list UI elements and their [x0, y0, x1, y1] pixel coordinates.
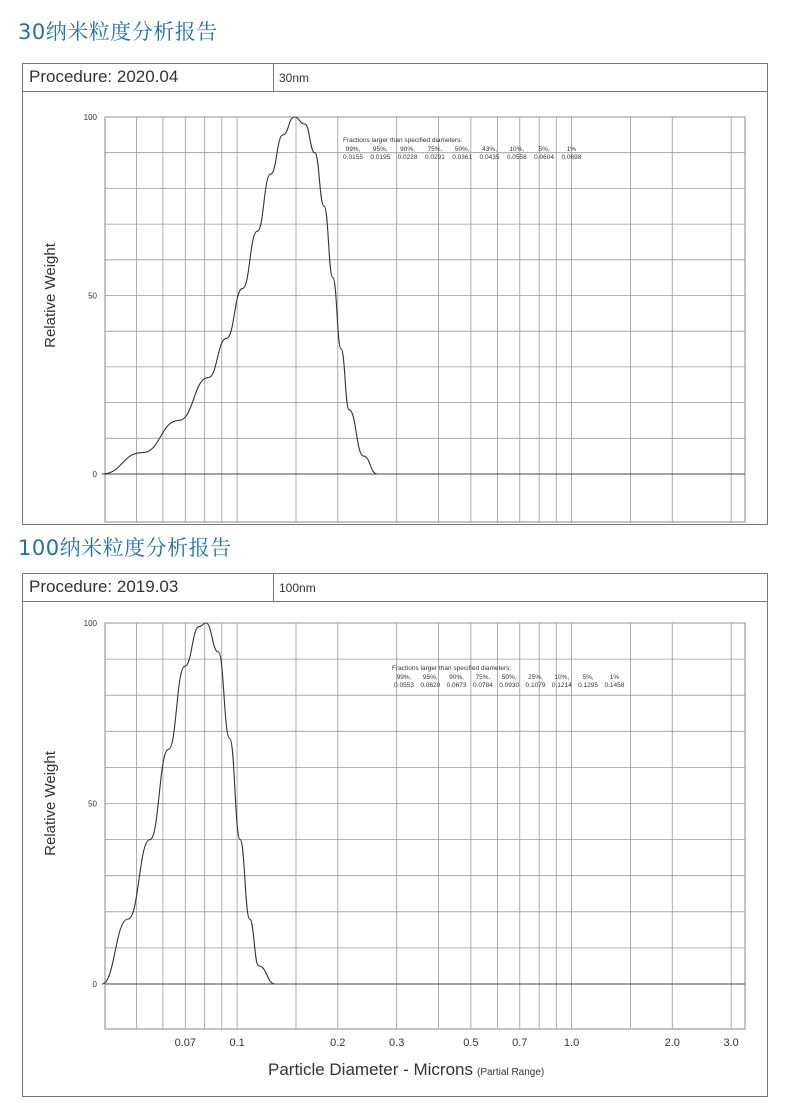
- y-tick-label: 100: [83, 619, 97, 628]
- x-tick-label: 0.07: [174, 1037, 197, 1049]
- fraction-value: 0.0291: [424, 154, 445, 161]
- x-axis-title: [268, 1060, 544, 1080]
- fraction-percent: 25%,: [528, 674, 543, 681]
- x-axis-title-text: Particle Diameter - Microns: [268, 1060, 473, 1079]
- fraction-percent: 10%,: [554, 674, 570, 681]
- fraction-percent: 1%: [566, 146, 577, 153]
- fraction-value: 0.1295: [578, 682, 599, 689]
- sample-label: 30nm: [279, 71, 310, 85]
- x-tick-label: 0.1: [229, 1037, 245, 1049]
- report-heading-1: 30纳米粒度分析报告: [18, 20, 218, 44]
- fraction-percent: 5%,: [582, 674, 594, 681]
- x-tick-label: 0.2: [330, 1037, 346, 1049]
- y-tick-label: 0: [92, 980, 97, 989]
- x-axis-subtitle: (Partial Range): [477, 1067, 545, 1078]
- procedure-label: Procedure: 2020.04: [29, 67, 179, 86]
- fraction-value: 0.0195: [370, 154, 391, 161]
- fraction-percent: 75%,: [475, 674, 491, 681]
- procedure-label: Procedure: 2019.03: [29, 577, 179, 596]
- fraction-value: 0.0620: [420, 682, 441, 689]
- chart-panel-2: [22, 573, 768, 1097]
- x-tick-label: 0.3: [389, 1037, 405, 1049]
- y-tick-label: 100: [83, 113, 97, 122]
- fraction-percent: 90%,: [400, 146, 416, 153]
- fraction-value: 0.0361: [452, 154, 473, 161]
- x-tick-label: 3.0: [723, 1037, 739, 1049]
- fraction-value: 0.0784: [472, 682, 493, 689]
- fraction-value: 0.1214: [551, 682, 572, 689]
- y-tick-label: 0: [92, 470, 97, 479]
- fraction-value: 0.1079: [525, 682, 546, 689]
- fraction-percent: 50%,: [501, 674, 517, 681]
- fraction-value: 0.0553: [394, 682, 414, 689]
- sample-label: 100nm: [279, 581, 316, 595]
- fraction-value: 0.0930: [499, 682, 520, 689]
- chart-panel-1: [22, 63, 768, 525]
- fraction-percent: 50%,: [454, 146, 470, 153]
- fraction-percent: 99%,: [345, 146, 361, 153]
- fraction-percent: 75%,: [427, 146, 443, 153]
- fraction-percent: 95%,: [422, 674, 438, 681]
- fraction-value: 0.0673: [446, 682, 467, 689]
- particle-size-chart-30nm: [23, 64, 767, 524]
- x-tick-label: 1.0: [563, 1037, 580, 1049]
- fraction-value: 0.0558: [506, 154, 527, 161]
- fraction-percent: 43%,: [482, 146, 497, 153]
- fraction-value: 0.0155: [343, 154, 363, 161]
- fraction-value: 0.0698: [561, 154, 582, 161]
- fractions-title: Fractions larger than specified diameters:: [343, 137, 463, 144]
- fraction-value: 0.0604: [534, 154, 555, 161]
- x-tick-label: 2.0: [664, 1037, 680, 1049]
- plot-frame: [105, 117, 745, 522]
- x-tick-label: 0.7: [512, 1037, 528, 1049]
- fraction-percent: 99%,: [396, 674, 412, 681]
- fraction-value: 0.0435: [479, 154, 500, 161]
- fraction-percent: 1%: [609, 674, 620, 681]
- fractions-title: Fractions larger than specified diameters:: [392, 665, 512, 672]
- report-heading-2: 100纳米粒度分析报告: [18, 536, 232, 560]
- y-axis-label: Relative Weight: [42, 243, 59, 348]
- y-tick-label: 50: [88, 799, 97, 809]
- fraction-percent: 90%,: [449, 674, 465, 681]
- fraction-value: 0.1458: [604, 682, 625, 689]
- fraction-percent: 10%,: [509, 146, 525, 153]
- x-tick-label: 0.5: [463, 1037, 479, 1049]
- fraction-percent: 95%,: [372, 146, 388, 153]
- y-axis-label: Relative Weight: [42, 751, 59, 856]
- fraction-value: 0.0228: [397, 154, 418, 161]
- y-tick-label: 50: [88, 291, 97, 301]
- fraction-percent: 5%,: [538, 146, 550, 153]
- particle-size-chart-100nm: [23, 574, 767, 1096]
